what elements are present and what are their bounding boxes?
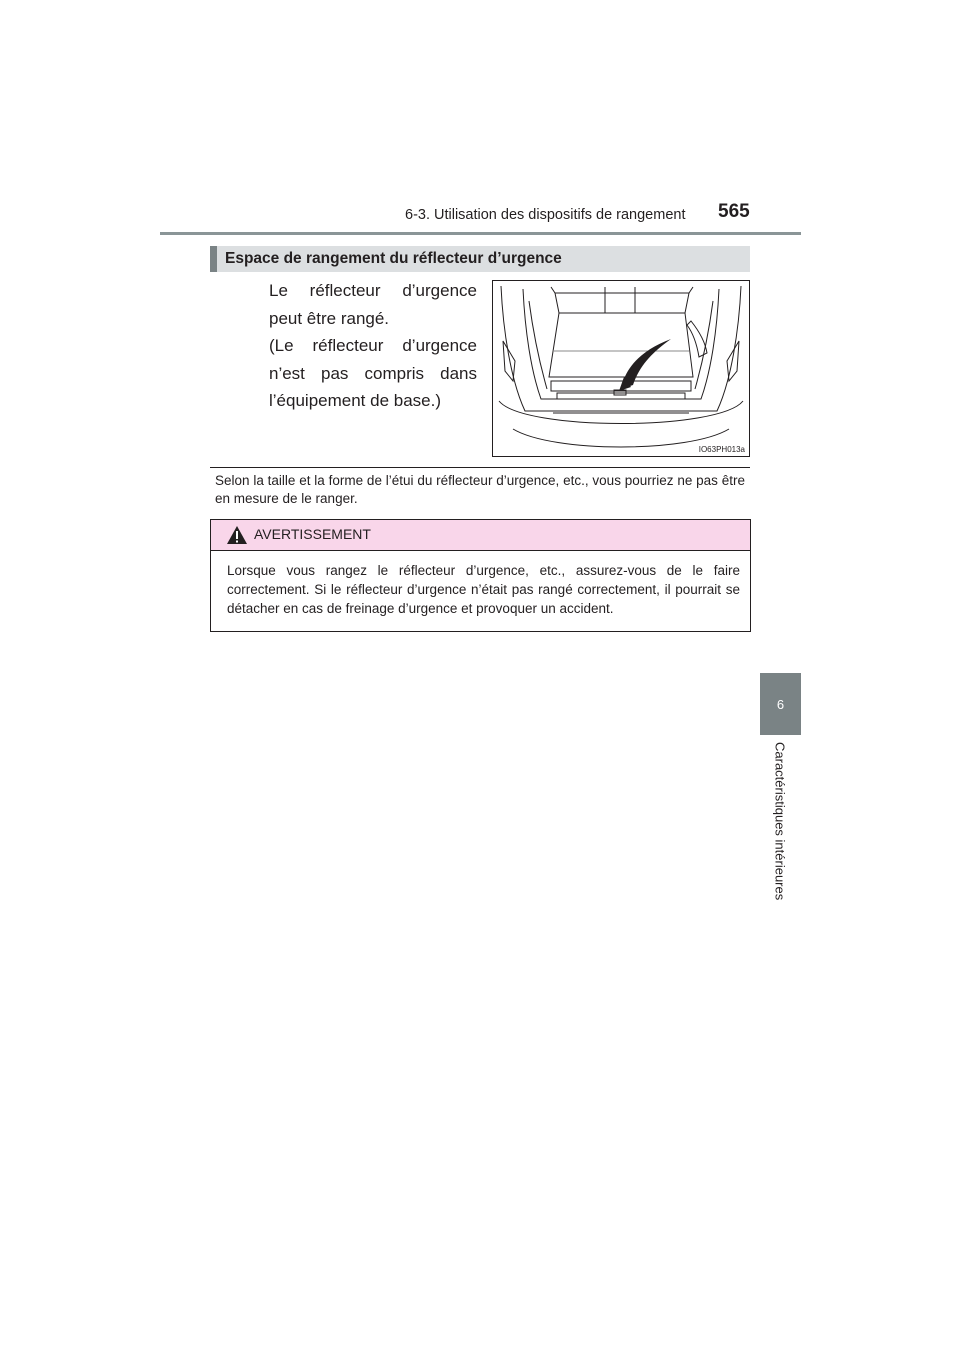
floor (549, 313, 693, 377)
luggage-compartment-illustration (492, 280, 750, 457)
note-paragraph: Selon la taille et la forme de l’étui du réflecteur d’urgence, etc., vous pourriez ne pas être en mesure de le ranger. (215, 473, 745, 506)
page-number: 565 (718, 201, 750, 222)
opening-outline (523, 289, 719, 399)
chapter-tab (760, 673, 801, 735)
left-light (503, 341, 515, 381)
header-section-title: 6-3. Utilisation des dispositifs de rangement (405, 207, 686, 223)
right-light (727, 341, 739, 381)
header-divider (160, 232, 801, 235)
bumper-outline (499, 401, 743, 424)
warning-box (210, 519, 751, 632)
luggage-compartment-drawing (493, 281, 749, 456)
warning-label: AVERTISSEMENT (254, 526, 371, 542)
chapter-title-vertical (765, 742, 795, 922)
intro-text: Le réflecteur d’urgence peut être rangé. (Le réflecteur d’urgence n’est pas compris dans l’équipement de base.) (269, 281, 477, 410)
intro-paragraph (269, 277, 477, 415)
warning-triangle-icon (226, 525, 248, 545)
note-divider (210, 467, 750, 468)
warning-header (211, 520, 750, 551)
chapter-title: Caractéristiques intérieures (772, 742, 788, 901)
chapter-number: 6 (776, 696, 785, 712)
section-heading: Espace de rangement du réflecteur d’urgence (210, 246, 750, 272)
storage-space (557, 393, 685, 399)
seat-back (555, 293, 689, 313)
warning-text: Lorsque vous rangez le réflecteur d’urgence, etc., assurez-vous de le faire correctement. Si le réflecteur d’urgence n’était pas rangé correctement, il pourrait se détacher en cas de freinage d’urgence et provoquer un accident. (227, 563, 740, 616)
figure-code: IO63PH013a (698, 445, 745, 454)
